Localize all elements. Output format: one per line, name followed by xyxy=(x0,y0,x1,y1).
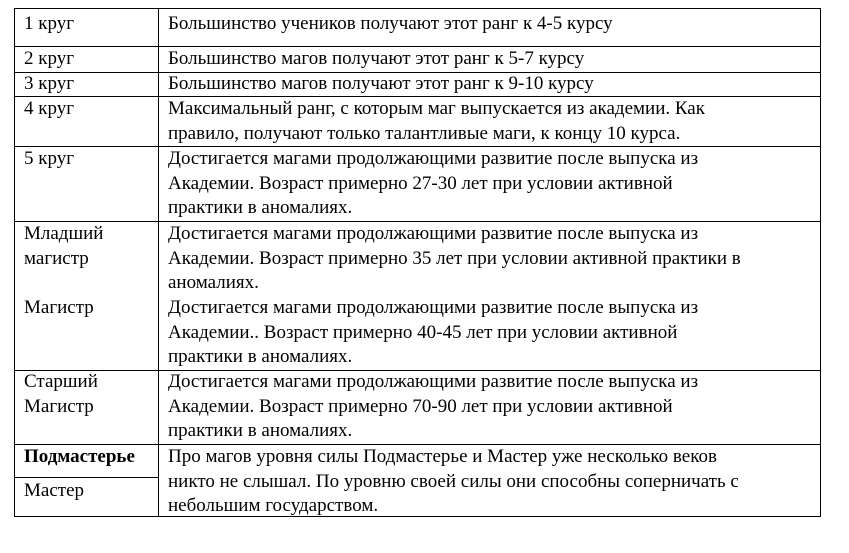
description-line: практики в аномалиях. xyxy=(168,420,353,441)
rank-line: Старший xyxy=(24,371,98,392)
ranks-table xyxy=(14,8,821,517)
rank-cell: 3 круг xyxy=(24,73,75,94)
description-line: никто не слышал. По уровню своей силы они способны соперничать с xyxy=(168,470,739,492)
rank-cell xyxy=(24,222,103,271)
description-cell xyxy=(168,147,698,221)
rank-line: Магистр xyxy=(24,395,94,417)
description-cell xyxy=(168,97,705,146)
description-cell: Большинство учеников получают этот ранг к 4-5 курсу xyxy=(168,13,613,34)
description-line: Достигается магами продолжающими развитие после выпуска из xyxy=(168,297,699,318)
description-cell xyxy=(168,370,698,444)
rank-cell: 1 круг xyxy=(24,13,75,34)
description-line: Достигается магами продолжающими развитие после выпуска из xyxy=(168,223,699,244)
rank-cell xyxy=(24,370,98,419)
description-line: Академии. Возраст примерно 27-30 лет при условии активной xyxy=(168,172,673,194)
row-divider xyxy=(14,477,159,478)
rank-line: Младший xyxy=(24,223,104,244)
description-line: Академии. Возраст примерно 35 лет при условии активной практики в xyxy=(168,247,741,269)
table-border-right xyxy=(820,8,821,517)
rank-cell: 2 круг xyxy=(24,48,75,69)
description-cell xyxy=(168,296,698,370)
description-cell: Большинство магов получают этот ранг к 9-10 курсу xyxy=(168,73,594,94)
table-border-left xyxy=(14,8,15,517)
rank-cell: Мастер xyxy=(24,480,84,501)
description-line: практики в аномалиях. xyxy=(168,197,353,218)
row-divider xyxy=(14,8,821,9)
description-line: аномалиях. xyxy=(168,272,259,293)
rank-cell: 4 круг xyxy=(24,98,75,119)
column-divider xyxy=(158,8,159,517)
description-line: Достигается магами продолжающими развитие после выпуска из xyxy=(168,371,699,392)
rank-line: магистр xyxy=(24,247,89,269)
description-line: небольшим государством. xyxy=(168,495,379,516)
description-line: правило, получают только талантливые маги, к концу 10 курса. xyxy=(168,122,681,144)
description-line: Достигается магами продолжающими развитие после выпуска из xyxy=(168,148,699,169)
description-cell xyxy=(168,445,739,519)
description-line: Академии. Возраст примерно 70-90 лет при условии активной xyxy=(168,395,673,417)
rank-cell: 5 круг xyxy=(24,148,75,169)
rank-cell: Подмастерье xyxy=(24,446,135,467)
description-line: Про магов уровня силы Подмастерье и Мастер уже несколько веков xyxy=(168,446,717,467)
description-cell xyxy=(168,222,741,296)
description-line: Максимальный ранг, с которым маг выпускается из академии. Как xyxy=(168,98,705,119)
description-line: практики в аномалиях. xyxy=(168,346,353,367)
description-line: Академии.. Возраст примерно 40-45 лет при условии активной xyxy=(168,321,678,343)
description-cell: Большинство магов получают этот ранг к 5-7 курсу xyxy=(168,48,585,69)
rank-cell: Магистр xyxy=(24,297,94,318)
